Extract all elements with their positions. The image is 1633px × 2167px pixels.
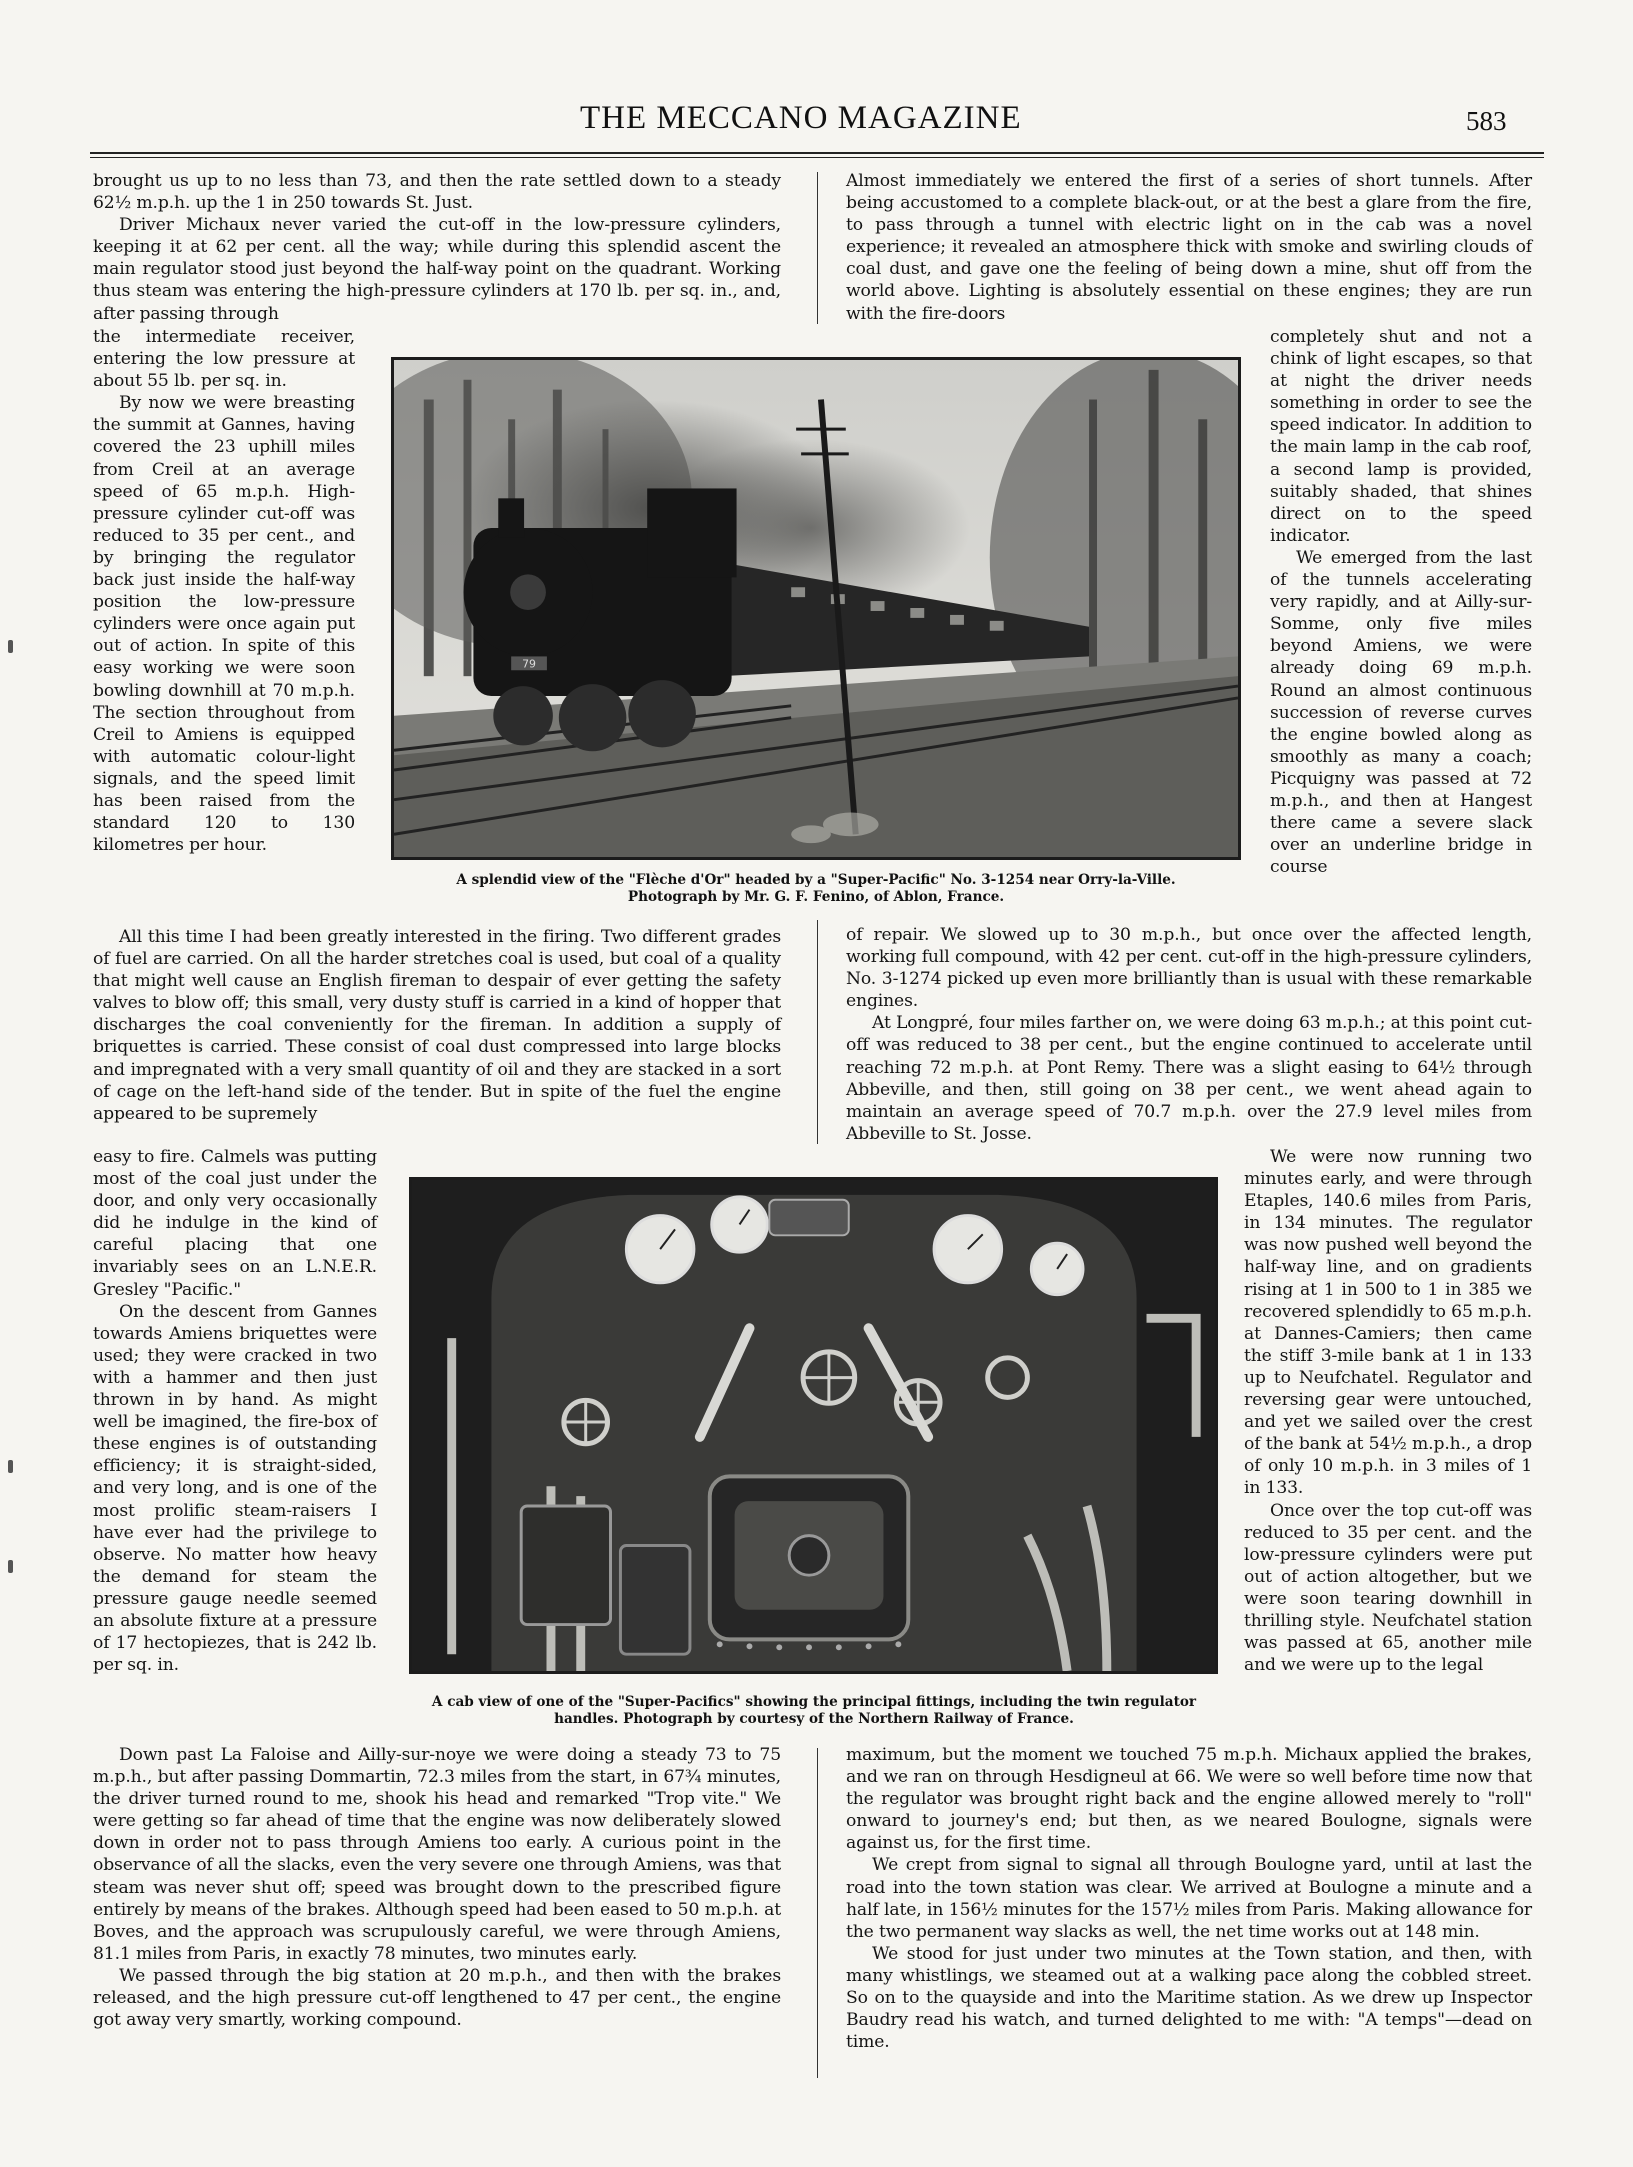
scan-mark: [8, 1460, 13, 1473]
paragraph: By now we were breasting the summit at Gannes, having covered the 23 uphill miles from Creil at an average speed of 65 m.p.h. High-pressure cylinder cut-off was reduced to 35 per cent., and by bringing the regulator back just inside the half-way position the low-pressure cylinders were once again put out of action. In spite of this easy working we were soon bowling downhill at 70 m.p.h. The section throughout from Creil to Amiens is equipped with automatic colour-light signals, and the speed limit has been raised from the standard 120 to 130 kilometres per hour.: [93, 393, 355, 856]
paragraph: We emerged from the last of the tunnels accelerating very rapidly, and at Ailly-sur-Somme, only five miles beyond Amiens, we were already doing 69 m.p.h. Round an almost continuous succession of reverse curves the engine bowled along as smoothly as many a coach; Picquigny was passed at 72 m.p.h., and then at Hangest there came a severe slack over an underline bridge in course: [1270, 547, 1532, 878]
paragraph: At Longpré, four miles farther on, we were doing 63 m.p.h.; at this point cut-off was reduced to 38 per cent., but the engine continued to accelerate until reaching 72 m.p.h. at Pont Remy. There was a slight easing to 64½ through Abbeville, and then, still going on 38 per cent., we went ahead again to maintain an average speed of 70.7 m.p.h. over the 27.9 level miles from Abbeville to St. Josse.: [846, 1013, 1533, 1144]
left-column-beside-locomotive: [93, 326, 355, 856]
paragraph: of repair. We slowed up to 30 m.p.h., but once over the affected length, working full compound, with 42 per cent. cut-off in the high-pressure cylinders, No. 3-1274 picked up even more brilliantly than is usual with these remarkable engines.: [846, 925, 1532, 1012]
paragraph: Driver Michaux never varied the cut-off in the low-pressure cylinders, keeping it at 62 per cent. all the way; while during this splendid ascent the main regulator stood just beyond the half-way point on the quadrant. Working thus steam was entering the high-pressure cylinders at 170 lb. per sq. in., and, after passing through: [93, 215, 781, 324]
left-column-beside-cab: [93, 1146, 377, 1676]
right-column-beside-cab: [1244, 1146, 1532, 1676]
caption-line: A cab view of one of the "Super-Pacifics" showing the principal fittings, including the twin regulator: [431, 1694, 1197, 1710]
caption-line: handles. Photograph by courtesy of the Northern Railway of France.: [554, 1711, 1074, 1727]
page-number: 583: [1466, 106, 1507, 136]
caption-line: Photograph by Mr. G. F. Fenino, of Ablon, France.: [627, 889, 1005, 905]
left-column-middle: [93, 926, 781, 1125]
paragraph: All this time I had been greatly interested in the firing. Two different grades of fuel are carried. On all the harder stretches coal is used, but coal of a quality that might well cause an English fireman to despair of ever getting the safety valves to blow off; this small, very dusty stuff is carried in a kind of hopper that discharges the coal conveniently for the fireman. In addition a supply of briquettes is carried. These consist of coal dust compressed into large blocks and impregnated with a very small quantity of oil and they are stacked in a sort of cage on the left-hand side of the tender. But in spite of the fuel the engine appeared to be supremely: [93, 927, 781, 1124]
paragraph: We were now running two minutes early, and were through Etaples, 140.6 miles from Paris, in 134 minutes. The regulator was now pushed well beyond the half-way line, and on gradients rising at 1 in 500 to 1 in 385 we recovered splendidly to 65 m.p.h. at Dannes-Camiers; then came the stiff 3-mile bank at 1 in 133 up to Neufchatel. Regulator and reversing gear were untouched, and yet we sailed over the crest of the bank at 54½ m.p.h., a drop of only 10 m.p.h. in 3 miles of 1 in 133.: [1244, 1147, 1532, 1499]
header-rule-thin: [90, 157, 1544, 158]
caption-line: A splendid view of the "Flèche d'Or" headed by a "Super-Pacific" No. 3-1254 near Orry-la-Ville.: [456, 872, 1176, 888]
paragraph: We passed through the big station at 20 m.p.h., and then with the brakes released, and the high pressure cut-off lengthened to 47 per cent., the engine got away very smartly, working compound.: [93, 1965, 781, 2031]
right-column-top: [846, 170, 1532, 325]
paragraph: maximum, but the moment we touched 75 m.p.h. Michaux applied the brakes, and we ran on through Hesdigneul at 66. We were so well before time now that the regulator was brought right back and the engine allowed merely to "roll" onward to journey's end; but then, as we neared Boulogne, signals were against us, for the first time.: [846, 1745, 1532, 1854]
cab-photo: [409, 1177, 1218, 1674]
paragraph: We stood for just under two minutes at the Town station, and then, with many whistlings, we steamed out at a walking pace along the cobbled street. So on to the quayside and into the Maritime station. As we drew up Inspector Baudry read his watch, and turned delighted to me with: "A temps"—dead on time.: [846, 1943, 1532, 2053]
left-column-bottom: [93, 1744, 781, 2031]
right-column-beside-locomotive: [1270, 326, 1532, 878]
running-head-title: THE MECCANO MAGAZINE: [580, 100, 1022, 136]
paragraph: Almost immediately we entered the first of a series of short tunnels. After being accustomed to a complete black-out, or at the best a glare from the fire, to pass through a tunnel with electric light on in the cab was a novel experience; it revealed an atmosphere thick with smoke and swirling clouds of coal dust, and gave one the feeling of being down a mine, shut off from the world above. Lighting is absolutely essential on these engines; they are run with the fire-doors: [846, 171, 1532, 324]
column-rule-bottom: [817, 1748, 818, 2078]
locomotive-photo-image: [394, 360, 1238, 857]
paragraph: We crept from signal to signal all through Boulogne yard, until at last the road into the town station was clear. We arrived at Boulogne a minute and a half late, in 156½ minutes for the 157½ miles from Paris. Making allowance for the two permanent way slacks as well, the net time works out at 148 min.: [846, 1855, 1532, 1942]
locomotive-caption: [360, 872, 1272, 906]
paragraph: On the descent from Gannes towards Amiens briquettes were used; they were cracked in two with a hammer and then just thrown in by hand. As might well be imagined, the fire-box of these engines is of outstanding efficiency; it is straight-sided, and very long, and is one of the most prolific steam-raisers I have ever had the privilege to observe. No matter how heavy the demand for steam the pressure gauge needle seemed an absolute fixture at a pressure of 17 hectopiezes, that is 242 lb. per sq. in.: [93, 1301, 377, 1676]
column-rule-top: [817, 172, 818, 324]
engine-number-plate: 79: [522, 657, 536, 671]
left-column-top: [93, 170, 781, 325]
right-column-middle: [846, 924, 1532, 1145]
paragraph: Once over the top cut-off was reduced to 35 per cent. and the low-pressure cylinders were put out of action altogether, but we were soon tearing downhill in thrilling style. Neufchatel station was passed at 65, another mile and we were up to the legal: [1244, 1500, 1532, 1676]
scan-mark: [8, 640, 13, 653]
column-rule-middle: [817, 920, 818, 1144]
paragraph: easy to fire. Calmels was putting most of the coal just under the door, and only very occasionally did he indulge in the kind of careful placing that one invariably sees on an L.N.E.R. Gresley "Pacific.": [93, 1147, 377, 1300]
scan-mark: [8, 1560, 13, 1573]
locomotive-photo: [391, 357, 1241, 860]
paragraph: Down past La Faloise and Ailly-sur-noye we were doing a steady 73 to 75 m.p.h., but after passing Dommartin, 72.3 miles from the start, in 67¾ minutes, the driver turned round to me, shook his head and remarked "Trop vite." We were getting so far ahead of time that the engine was now deliberately slowed down in order not to pass through Amiens too early. A curious point in the observance of all the slacks, even the very severe one through Amiens, was that steam was never shut off; speed was brought down to the prescribed figure entirely by means of the brakes. Although speed had been eased to 50 m.p.h. at Boves, and the approach was scrupulously careful, we were through Amiens, 81.1 miles from Paris, in exactly 78 minutes, two minutes early.: [93, 1745, 781, 1964]
right-column-bottom: [846, 1744, 1532, 2053]
cab-photo-image: [412, 1180, 1215, 1671]
header-rule: [90, 152, 1544, 154]
cab-caption: [400, 1694, 1228, 1728]
paragraph: brought us up to no less than 73, and then the rate settled down to a steady 62½ m.p.h. up the 1 in 250 towards St. Just.: [93, 171, 781, 214]
paragraph: the intermediate receiver, entering the low pressure at about 55 lb. per sq. in.: [93, 327, 355, 392]
paragraph: completely shut and not a chink of light escapes, so that at night the driver needs something in order to see the speed indicator. In addition to the main lamp in the cab roof, a second lamp is provided, suitably shaded, that shines direct on to the speed indicator.: [1270, 327, 1532, 546]
